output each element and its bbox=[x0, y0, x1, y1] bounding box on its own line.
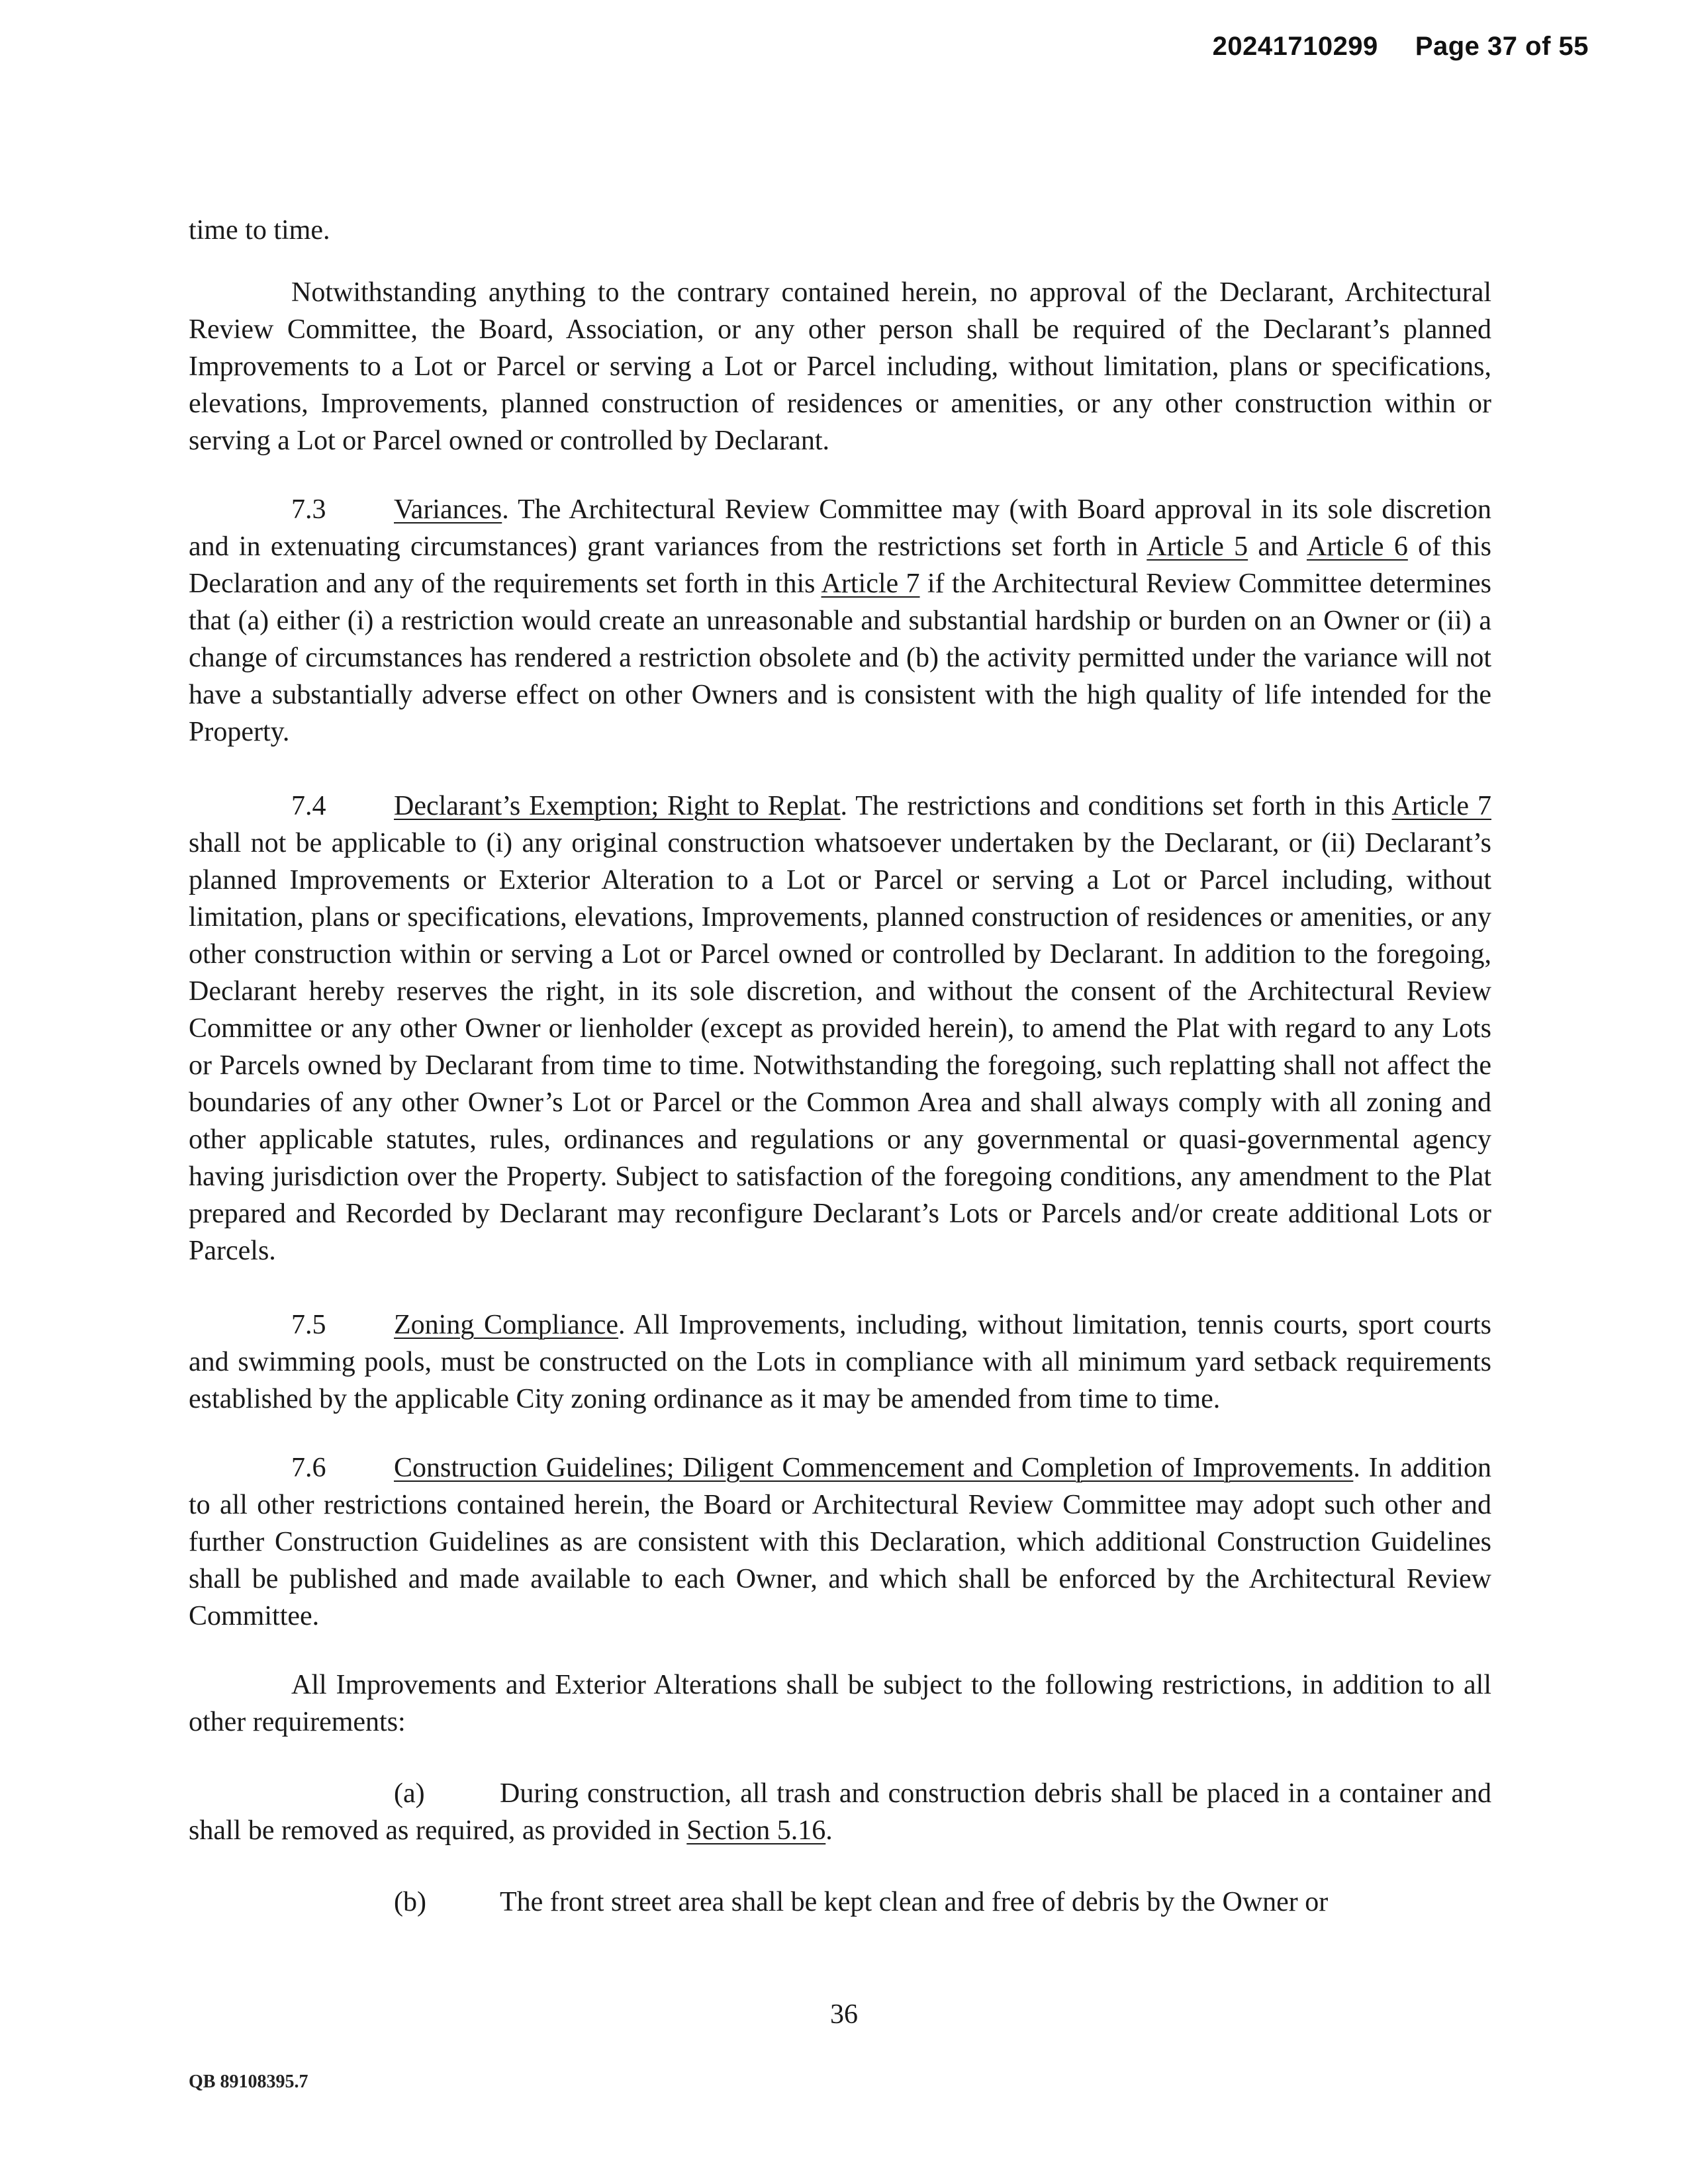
page-label: Page 37 of 55 bbox=[1415, 32, 1589, 61]
article-link: Article 7 bbox=[821, 569, 920, 599]
subsection-a: (a) During construction, all trash and construction debris shall be placed in a container and shall be removed as required, as provided in Section 5.16. bbox=[189, 1775, 1491, 1849]
section-7-3-variances: 7.3 Variances. The Architectural Review Committee may (with Board approval in its sole discretion and in extenuating circumstances) grant variances from the restrictions set forth in Article 5 and Article 6 of this Declaration and any of the requirements set forth in this Article 7 if the Architectural Review Committee determines that (a) either (i) a restriction would create an unreasonable and substantial hardship or burden on an Owner or (ii) a change of circumstances has rendered a restriction obsolete and (b) the activity permitted under the variance will not have a substantially adverse effect on other Owners and is consistent with the high quality of life intended for the Property. bbox=[189, 491, 1491, 751]
page-number: 36 bbox=[830, 1999, 858, 2030]
section-title: Variances bbox=[394, 494, 502, 525]
section-title: Zoning Compliance bbox=[394, 1310, 619, 1340]
page-header bbox=[1213, 32, 1589, 62]
section-7-4-declarant-exemption: 7.4 Declarant’s Exemption; Right to Replat. The restrictions and conditions set forth in this Article 7 shall not be applicable to (i) any original construction whatsoever undertaken by the Declarant, or (ii) Declarant’s planned Improvements or Exterior Alteration to a Lot or Parcel or serving a Lot or Parcel including, without limitation, plans or specifications, elevations, Improvements, planned construction of residences or amenities, or any other construction within or serving a Lot or Parcel owned or controlled by Declarant. In addition to the foregoing, Declarant hereby reserves the right, in its sole discretion, and without the consent of the Architectural Review Committee or any other Owner or lienholder (except as provided herein), to amend the Plat with regard to any Lots or Parcels owned by Declarant from time to time. Notwithstanding the foregoing, such replatting shall not affect the boundaries of any other Owner’s Lot or Parcel or the Common Area and shall always comply with all zoning and other applicable statutes, rules, ordinances and regulations or any governmental or quasi-governmental agency having jurisdiction over the Property. Subject to satisfaction of the foregoing conditions, any amendment to the Plat prepared and Recorded by Declarant may reconfigure Declarant’s Lots or Parcels and/or create additional Lots or Parcels. bbox=[189, 788, 1491, 1269]
article-link: Article 5 bbox=[1147, 531, 1248, 562]
section-number: 7.4 bbox=[291, 791, 326, 821]
subsection-label: (a) bbox=[394, 1778, 425, 1809]
section-number: 7.3 bbox=[291, 494, 326, 525]
section-7-5-zoning-compliance: 7.5 Zoning Compliance. All Improvements, including, without limitation, tennis courts, sport courts and swimming pools, must be constructed on the Lots in compliance with all minimum yard setback requirements established by the applicable City zoning ordinance as it may be amended from time to time. bbox=[189, 1306, 1491, 1418]
record-number: 20241710299 bbox=[1212, 32, 1378, 61]
section-number: 7.5 bbox=[291, 1310, 326, 1340]
article-link: Article 6 bbox=[1306, 531, 1408, 562]
paragraph-declarant-approval: Notwithstanding anything to the contrary contained herein, no approval of the Declarant, Architectural Review Committee, the Board, Association, or any other person shall be required of the Declarant’s planned Improvements to a Lot or Parcel or serving a Lot or Parcel including, without limitation, plans or specifications, elevations, Improvements, planned construction of residences or amenities, or any other construction within or serving a Lot or Parcel owned or controlled by Declarant. bbox=[189, 277, 1491, 456]
subsection-label: (b) bbox=[394, 1887, 426, 1917]
subsection-b: (b) The front street area shall be kept clean and free of debris by the Owner or bbox=[189, 1884, 1491, 1921]
section-link: Section 5.16 bbox=[686, 1815, 826, 1846]
paragraph-restrictions-intro: All Improvements and Exterior Alterations shall be subject to the following restrictions, in addition to all other requirements: bbox=[189, 1670, 1491, 1737]
section-number: 7.6 bbox=[291, 1453, 326, 1483]
section-title: Declarant’s Exemption; Right to Replat bbox=[394, 791, 841, 821]
article-link: Article 7 bbox=[1391, 791, 1491, 821]
section-7-6-construction-guidelines: 7.6 Construction Guidelines; Diligent Commencement and Completion of Improvements. In addition to all other restrictions contained herein, the Board or Architectural Review Committee may adopt such other and further Construction Guidelines as are consistent with this Declaration, which additional Construction Guidelines shall be published and made available to each Owner, and which shall be enforced by the Architectural Review Committee. bbox=[189, 1449, 1491, 1635]
document-id: QB 89108395.7 bbox=[189, 2071, 308, 2092]
section-title: Construction Guidelines; Diligent Commencement and Completion of Improvements bbox=[394, 1453, 1354, 1483]
paragraph-continuation: time to time. bbox=[189, 215, 330, 246]
